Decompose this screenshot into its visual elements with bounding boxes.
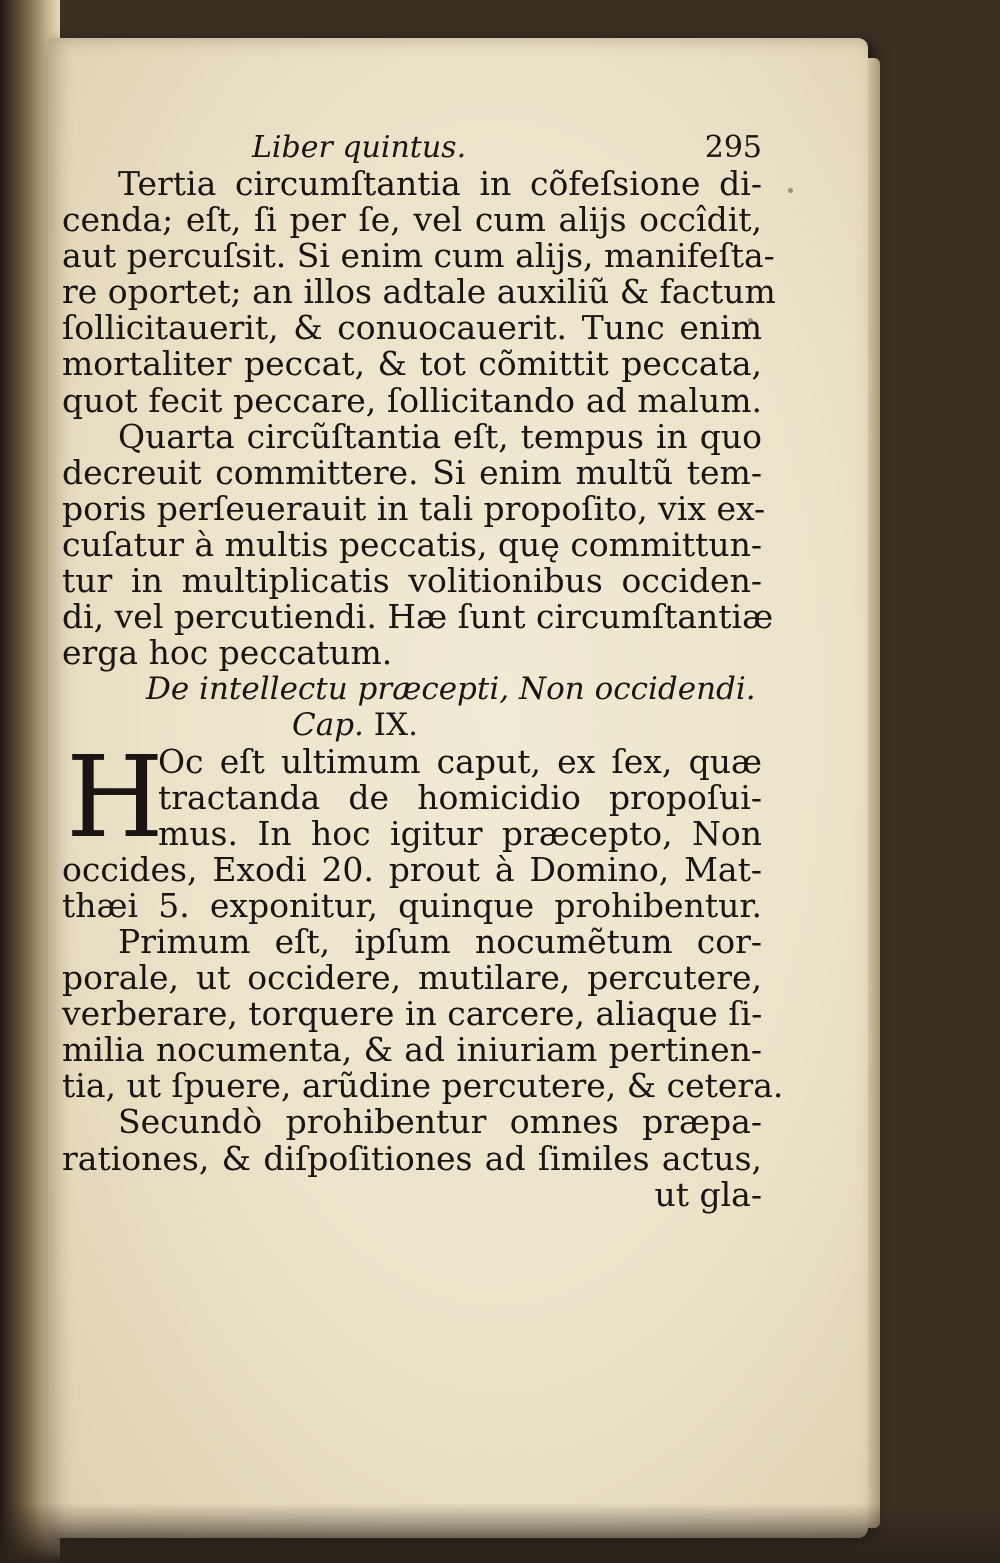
text-line: quot fecit peccare, ſollicitando ad malum. xyxy=(62,380,762,420)
text-line: ſollicitauerit, & conuocauerit. Tunc enim xyxy=(62,308,762,348)
chapter-number-label: Cap. xyxy=(292,707,364,744)
text-line: rationes, & diſpoſitiones ad ſimiles actus, xyxy=(62,1138,762,1178)
text-line: Oc eſt ultimum caput, ex ſex, quæ xyxy=(158,741,762,781)
text-line: mus. In hoc igitur præcepto, Non xyxy=(158,813,762,853)
text-line: tia, ut ſpuere, arũdine percutere, & cetera. xyxy=(62,1066,784,1106)
paragraph-quarta xyxy=(62,416,774,673)
text-line: decreuit committere. Si enim multũ tem- xyxy=(62,452,762,492)
text-line: porale, ut occidere, mutilare, percutere, xyxy=(62,958,762,998)
paragraph-primum xyxy=(62,921,784,1106)
text-line: tractanda de homicidio propoſui- xyxy=(158,777,762,817)
paragraph-hoc xyxy=(62,732,762,925)
page-edge-shadow xyxy=(868,58,880,1528)
text-line: verberare, torquere in carcere, aliaque ſi- xyxy=(62,994,763,1034)
paper-speck xyxy=(788,188,793,193)
running-head xyxy=(62,130,762,166)
text-line: thæi 5. exponitur, quinque prohibentur. xyxy=(62,885,762,925)
text-line: cuſatur à multis peccatis, quę committun- xyxy=(62,524,762,564)
running-title: Liber quintus. xyxy=(252,130,467,165)
drop-cap-initial: H xyxy=(66,732,164,863)
text-line: cenda; eſt, ſi per ſe, vel cum alijs occîdit, xyxy=(62,200,762,240)
text-line: Tertia circumſtantia in cõfeſsione di- xyxy=(118,164,762,203)
text-line: erga hoc peccatum. xyxy=(62,633,393,673)
text-line: mortaliter peccat, & tot cõmittit peccata, xyxy=(62,344,762,384)
text-line: re oportet; an illos adtale auxiliũ & factum xyxy=(62,272,776,312)
text-line: Quarta circũſtantia eſt, tempus in quo xyxy=(118,416,762,456)
catchword: ut gla- xyxy=(654,1174,762,1214)
text-line: di, vel percutiendi. Hæ ſunt circumſtantiæ xyxy=(62,597,774,637)
chapter-heading: De intellectu præcepti, Non occidendi. xyxy=(146,671,756,708)
text-line: occides, Exodi 20. prout à Domino, Mat- xyxy=(62,849,762,889)
page-number: 295 xyxy=(704,130,762,165)
text-line: tur in multiplicatis volitionibus occiden- xyxy=(62,561,762,601)
bottom-shadow xyxy=(0,1503,1000,1563)
paragraph-secundo xyxy=(62,1104,762,1176)
text-line: milia nocumenta, & ad iniuriam pertinen- xyxy=(62,1030,762,1070)
chapter-number-value: IX. xyxy=(373,707,418,744)
text-line: Secundò prohibentur omnes præpa- xyxy=(118,1102,762,1142)
page-text xyxy=(62,130,784,1214)
text-line: Primum eſt, ipſum nocumẽtum cor- xyxy=(118,921,762,961)
book-page xyxy=(48,38,868,1538)
text-line: aut percuſsit. Si enim cum alijs, manifeſta- xyxy=(62,236,775,276)
chapter-number xyxy=(62,707,762,743)
paragraph-tertia xyxy=(62,164,776,420)
text-line: poris perſeuerauit in tali propoſito, vix ex- xyxy=(62,488,766,528)
